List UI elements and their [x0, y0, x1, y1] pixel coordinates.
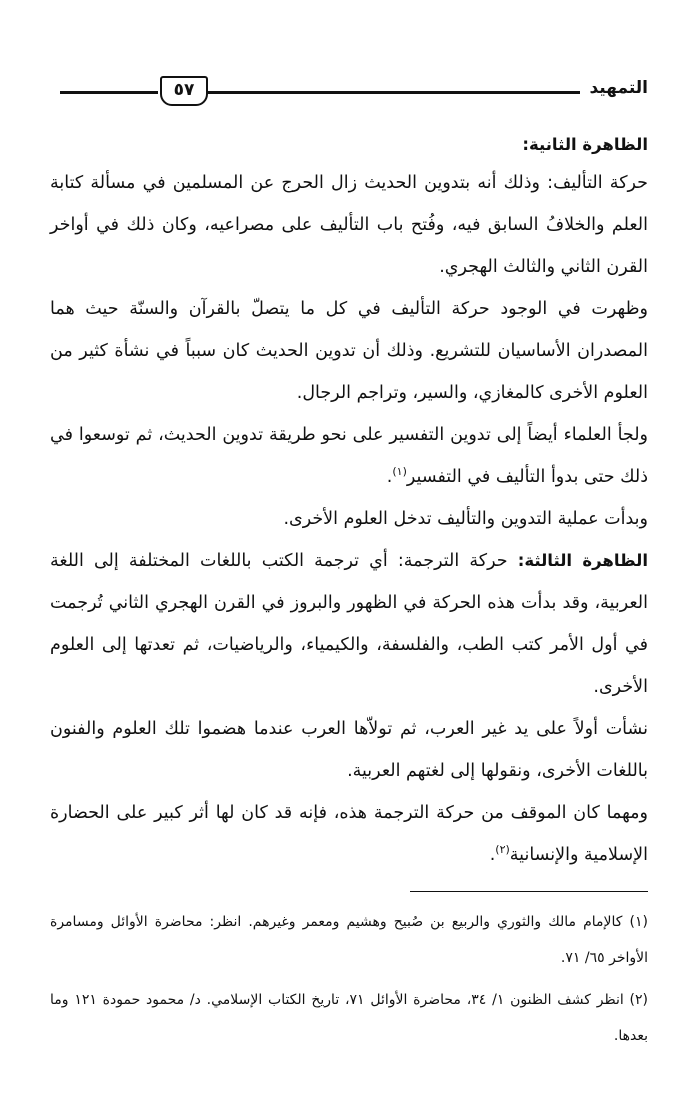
paragraph — [50, 792, 648, 876]
paragraph-text: ومهما كان الموقف من حركة الترجمة هذه، فإنه قد كان لها أثر كبير على الحضارة الإسلامية والإنسانية — [50, 803, 648, 865]
paragraph: حركة التأليف: وذلك أنه بتدوين الحديث زال الحرج عن المسلمين في مسألة كتابة العلم والخلافُ السابق فيه، وفُتح باب التأليف على مصراعيه، وكان ذلك في أواخر القرن الثاني والثالث الهجري. — [50, 173, 648, 277]
footnote-ref: (٢) — [495, 843, 510, 857]
footnote: (٢) انظر كشف الظنون ١/ ٣٤، محاضرة الأوائل ٧١، تاريخ الكتاب الإسلامي. د/ محمود حمودة ١٢١ وما بعدها. — [50, 992, 648, 1044]
paragraph: نشأت أولاً على يد غير العرب، ثم تولاّها العرب عندما هضموا تلك العلوم والفنون باللغات الأخرى، ونقولها إلى لغتهم العربية. — [50, 719, 648, 781]
section-heading: الظاهرة الثانية: — [522, 135, 648, 154]
chapter-title: التمهيد — [589, 78, 648, 98]
paragraph — [50, 414, 648, 498]
paragraph-text: ولجأ العلماء أيضاً إلى تدوين التفسير على نحو طريقة تدوين الحديث، ثم توسعوا في ذلك حتى بدوأ التأليف في التفسير — [50, 425, 648, 487]
paragraph-end: . — [386, 467, 393, 487]
footnote-ref: (١) — [392, 465, 407, 479]
header-rule-right — [208, 91, 580, 94]
inline-heading: الظاهرة الثالثة: — [517, 551, 648, 570]
page-number: ٥٧ — [160, 76, 208, 106]
running-header — [60, 76, 648, 112]
paragraph-text: حركة الترجمة: أي ترجمة الكتب باللغات المختلفة إلى اللغة العربية، وقد بدأت هذه الحركة في الظهور والبروز في القرن الهجري الثاني تُرجمت في أول الأمر كتب الطب، والفلسفة، والكيمياء، والرياضيات، ثم تعدتها إلى العلوم الأخرى. — [50, 551, 648, 697]
paragraph — [50, 540, 648, 708]
paragraph: وظهرت في الوجود حركة التأليف في كل ما يتصلّ بالقرآن والسنّة حيث هما المصدران الأساسيان للتشريع. وذلك أن تدوين الحديث كان سبباً في نشأة كثير من العلوم الأخرى كالمغازي، والسير، وتراجم الرجال. — [50, 299, 648, 403]
footnote: (١) كالإمام مالك والثوري والربيع بن صُبيح وهشيم ومعمر وغيرهم. انظر: محاضرة الأوائل ومسامرة الأواخر ٦٥/ ٧١. — [50, 914, 648, 966]
paragraph-end: . — [489, 845, 496, 865]
paragraph: وبدأت عملية التدوين والتأليف تدخل العلوم الأخرى. — [283, 509, 648, 529]
footnotes — [50, 904, 648, 1060]
header-rule-left — [60, 91, 158, 94]
main-text — [50, 128, 648, 876]
footnote-separator — [410, 891, 648, 892]
